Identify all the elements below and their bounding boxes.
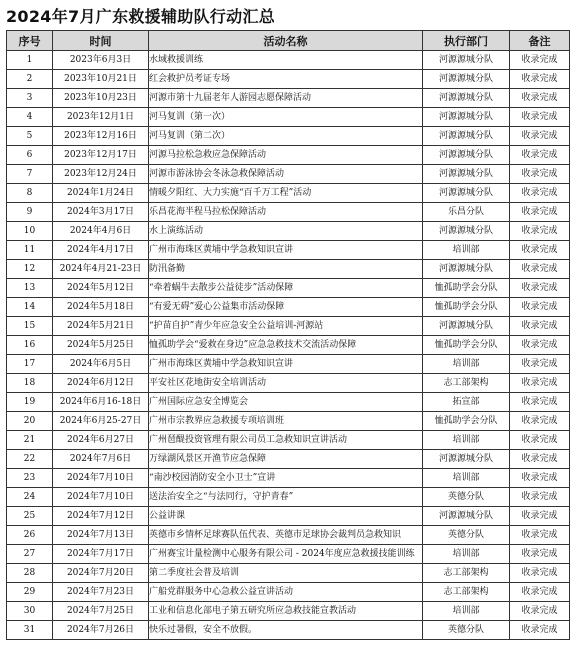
row-date: 2024年7月25日 [53, 602, 149, 621]
row-activity: 水域救援训练 [149, 51, 423, 70]
row-note: 收录完成 [510, 583, 570, 602]
row-note: 收录完成 [510, 393, 570, 412]
row-activity: 河源市第十九届老年人游园志愿保障活动 [149, 89, 423, 108]
row-activity: 红会救护员考证专场 [149, 70, 423, 89]
row-number: 11 [7, 241, 53, 260]
row-number: 9 [7, 203, 53, 222]
table-row [7, 317, 570, 336]
row-dept: 乐昌分队 [423, 203, 510, 222]
row-activity: 广州国际应急安全博览会 [149, 393, 423, 412]
row-activity: 河马复训（第一次） [149, 108, 423, 127]
table-row [7, 336, 570, 355]
row-note: 收录完成 [510, 298, 570, 317]
table-row [7, 412, 570, 431]
table-row [7, 583, 570, 602]
row-activity: 乐昌花海半程马拉松保障活动 [149, 203, 423, 222]
row-number: 6 [7, 146, 53, 165]
row-note: 收录完成 [510, 545, 570, 564]
row-date: 2024年5月25日 [53, 336, 149, 355]
table-row [7, 374, 570, 393]
row-number: 22 [7, 450, 53, 469]
row-number: 4 [7, 108, 53, 127]
row-dept: 志工部架构 [423, 564, 510, 583]
row-date: 2023年12月17日 [53, 146, 149, 165]
table-row [7, 450, 570, 469]
table-row [7, 51, 570, 70]
row-dept: 培训部 [423, 241, 510, 260]
row-dept: 河源源城分队 [423, 127, 510, 146]
row-dept: 培训部 [423, 545, 510, 564]
row-activity: 河源市游泳协会冬泳急救保障活动 [149, 165, 423, 184]
row-note: 收录完成 [510, 431, 570, 450]
table-row [7, 507, 570, 526]
row-date: 2023年6月3日 [53, 51, 149, 70]
row-note: 收录完成 [510, 51, 570, 70]
row-dept: 英德分队 [423, 526, 510, 545]
row-dept: 英德分队 [423, 488, 510, 507]
row-date: 2024年7月12日 [53, 507, 149, 526]
row-note: 收录完成 [510, 165, 570, 184]
row-number: 26 [7, 526, 53, 545]
row-number: 29 [7, 583, 53, 602]
row-number: 19 [7, 393, 53, 412]
row-number: 18 [7, 374, 53, 393]
row-date: 2024年5月12日 [53, 279, 149, 298]
row-note: 收录完成 [510, 279, 570, 298]
row-dept: 培训部 [423, 469, 510, 488]
row-date: 2024年5月21日 [53, 317, 149, 336]
row-date: 2024年6月12日 [53, 374, 149, 393]
row-date: 2024年1月24日 [53, 184, 149, 203]
table-row [7, 393, 570, 412]
row-number: 24 [7, 488, 53, 507]
row-number: 12 [7, 260, 53, 279]
row-activity: 河马复训（第二次） [149, 127, 423, 146]
header-dept: 执行部门 [423, 31, 510, 51]
row-activity: 万绿湖风景区开渔节应急保障 [149, 450, 423, 469]
row-number: 14 [7, 298, 53, 317]
table-row [7, 184, 570, 203]
row-date: 2024年4月6日 [53, 222, 149, 241]
row-number: 2 [7, 70, 53, 89]
row-note: 收录完成 [510, 412, 570, 431]
row-note: 收录完成 [510, 602, 570, 621]
row-number: 30 [7, 602, 53, 621]
row-note: 收录完成 [510, 127, 570, 146]
row-note: 收录完成 [510, 336, 570, 355]
table-row [7, 165, 570, 184]
row-date: 2024年6月27日 [53, 431, 149, 450]
row-activity: “牵着蜗牛去散步公益徒步”活动保障 [149, 279, 423, 298]
row-note: 收录完成 [510, 507, 570, 526]
row-activity: 河源马拉松急救应急保障活动 [149, 146, 423, 165]
row-date: 2024年6月16-18日 [53, 393, 149, 412]
row-dept: 培训部 [423, 431, 510, 450]
table-row [7, 146, 570, 165]
row-activity: 英德市乡情杯足球赛队伍代表、英德市足球协会裁判员急救知识 [149, 526, 423, 545]
row-activity: “南沙校园消防安全小卫士”宣讲 [149, 469, 423, 488]
row-activity: 广州赛宝计量检测中心服务有限公司 - 2024年度应急救援技能训练 [149, 545, 423, 564]
row-dept: 培训部 [423, 602, 510, 621]
table-row [7, 526, 570, 545]
table-row [7, 203, 570, 222]
row-number: 13 [7, 279, 53, 298]
row-date: 2023年10月21日 [53, 70, 149, 89]
row-date: 2024年6月5日 [53, 355, 149, 374]
row-dept: 恤孤助学会分队 [423, 336, 510, 355]
table-row [7, 279, 570, 298]
row-note: 收录完成 [510, 89, 570, 108]
row-date: 2023年10月23日 [53, 89, 149, 108]
row-activity: 公益讲课 [149, 507, 423, 526]
row-note: 收录完成 [510, 203, 570, 222]
table-row [7, 431, 570, 450]
table-header-row [7, 31, 570, 51]
row-note: 收录完成 [510, 488, 570, 507]
row-date: 2024年7月13日 [53, 526, 149, 545]
row-dept: 河源源城分队 [423, 507, 510, 526]
table-row [7, 70, 570, 89]
row-date: 2024年7月10日 [53, 469, 149, 488]
row-date: 2024年3月17日 [53, 203, 149, 222]
row-activity: 广州市海珠区黄埔中学急救知识宣讲 [149, 355, 423, 374]
row-dept: 恤孤助学会分队 [423, 412, 510, 431]
row-dept: 河源源城分队 [423, 108, 510, 127]
row-note: 收录完成 [510, 70, 570, 89]
row-number: 1 [7, 51, 53, 70]
row-number: 10 [7, 222, 53, 241]
row-dept: 志工部架构 [423, 374, 510, 393]
row-dept: 志工部架构 [423, 583, 510, 602]
table-body [7, 51, 570, 640]
row-activity: 恤孤助学会“爱救在身边”应急急救技术交流活动保障 [149, 336, 423, 355]
row-date: 2024年7月17日 [53, 545, 149, 564]
row-activity: 工业和信息化部电子第五研究所应急救技能宣教活动 [149, 602, 423, 621]
page-title: 2024年7月广东救援辅助队行动汇总 [6, 7, 276, 26]
table-row [7, 545, 570, 564]
row-note: 收录完成 [510, 241, 570, 260]
row-number: 7 [7, 165, 53, 184]
table-row [7, 108, 570, 127]
table-row [7, 602, 570, 621]
row-activity: “护苗自护”青少年应急安全公益培训-河源站 [149, 317, 423, 336]
row-date: 2024年7月20日 [53, 564, 149, 583]
row-note: 收录完成 [510, 526, 570, 545]
row-date: 2024年4月17日 [53, 241, 149, 260]
row-date: 2024年7月23日 [53, 583, 149, 602]
row-dept: 河源源城分队 [423, 317, 510, 336]
row-date: 2023年12月16日 [53, 127, 149, 146]
row-note: 收录完成 [510, 146, 570, 165]
row-note: 收录完成 [510, 564, 570, 583]
table-row [7, 488, 570, 507]
row-date: 2023年12月24日 [53, 165, 149, 184]
row-dept: 恤孤助学会分队 [423, 298, 510, 317]
row-number: 15 [7, 317, 53, 336]
row-dept: 河源源城分队 [423, 146, 510, 165]
header-no: 序号 [7, 31, 53, 51]
row-number: 8 [7, 184, 53, 203]
row-dept: 河源源城分队 [423, 51, 510, 70]
row-note: 收录完成 [510, 222, 570, 241]
row-activity: 送法治安全之“与法同行，守护青春” [149, 488, 423, 507]
row-activity: 平安社区花地街安全培训活动 [149, 374, 423, 393]
row-number: 5 [7, 127, 53, 146]
row-date: 2024年6月25-27日 [53, 412, 149, 431]
row-number: 31 [7, 621, 53, 640]
row-date: 2024年7月26日 [53, 621, 149, 640]
row-note: 收录完成 [510, 450, 570, 469]
row-note: 收录完成 [510, 621, 570, 640]
row-note: 收录完成 [510, 355, 570, 374]
row-date: 2023年12月1日 [53, 108, 149, 127]
row-dept: 河源源城分队 [423, 89, 510, 108]
row-activity: 情暖夕阳红、大力实施“百千万工程”活动 [149, 184, 423, 203]
row-number: 23 [7, 469, 53, 488]
row-note: 收录完成 [510, 469, 570, 488]
row-number: 20 [7, 412, 53, 431]
row-activity: 快乐过暑假，安全不放假。 [149, 621, 423, 640]
table-row [7, 89, 570, 108]
row-number: 16 [7, 336, 53, 355]
row-dept: 恤孤助学会分队 [423, 279, 510, 298]
row-dept: 英德分队 [423, 621, 510, 640]
table-row [7, 469, 570, 488]
row-number: 25 [7, 507, 53, 526]
row-note: 收录完成 [510, 108, 570, 127]
row-activity: “有爱无碍”爱心公益集市活动保障 [149, 298, 423, 317]
activity-table [6, 30, 570, 640]
row-activity: 水上演练活动 [149, 222, 423, 241]
row-dept: 培训部 [423, 355, 510, 374]
row-dept: 河源源城分队 [423, 222, 510, 241]
row-dept: 河源源城分队 [423, 165, 510, 184]
header-date: 时间 [53, 31, 149, 51]
row-date: 2024年7月10日 [53, 488, 149, 507]
row-note: 收录完成 [510, 184, 570, 203]
table-row [7, 621, 570, 640]
row-note: 收录完成 [510, 260, 570, 279]
row-number: 27 [7, 545, 53, 564]
table-row [7, 355, 570, 374]
table-row [7, 564, 570, 583]
row-note: 收录完成 [510, 317, 570, 336]
row-dept: 拓宣部 [423, 393, 510, 412]
row-date: 2024年7月6日 [53, 450, 149, 469]
header-note: 备注 [510, 31, 570, 51]
table-row [7, 260, 570, 279]
table-row [7, 222, 570, 241]
row-number: 3 [7, 89, 53, 108]
row-activity: 广船党群服务中心急救公益宣讲活动 [149, 583, 423, 602]
table-row [7, 127, 570, 146]
row-number: 21 [7, 431, 53, 450]
row-dept: 河源源城分队 [423, 70, 510, 89]
row-activity: 广州市宗教界应急救援专项培训班 [149, 412, 423, 431]
row-activity: 广州市海珠区黄埔中学急救知识宣讲 [149, 241, 423, 260]
header-activity: 活动名称 [149, 31, 423, 51]
row-dept: 河源源城分队 [423, 450, 510, 469]
row-number: 28 [7, 564, 53, 583]
row-date: 2024年5月18日 [53, 298, 149, 317]
table-row [7, 241, 570, 260]
row-dept: 河源源城分队 [423, 260, 510, 279]
table-row [7, 298, 570, 317]
row-date: 2024年4月21-23日 [53, 260, 149, 279]
row-number: 17 [7, 355, 53, 374]
row-activity: 防汛备勤 [149, 260, 423, 279]
row-note: 收录完成 [510, 374, 570, 393]
row-activity: 广州琶醍投资管理有限公司员工急救知识宣讲活动 [149, 431, 423, 450]
row-dept: 河源源城分队 [423, 184, 510, 203]
row-activity: 第二季度社会普及培训 [149, 564, 423, 583]
